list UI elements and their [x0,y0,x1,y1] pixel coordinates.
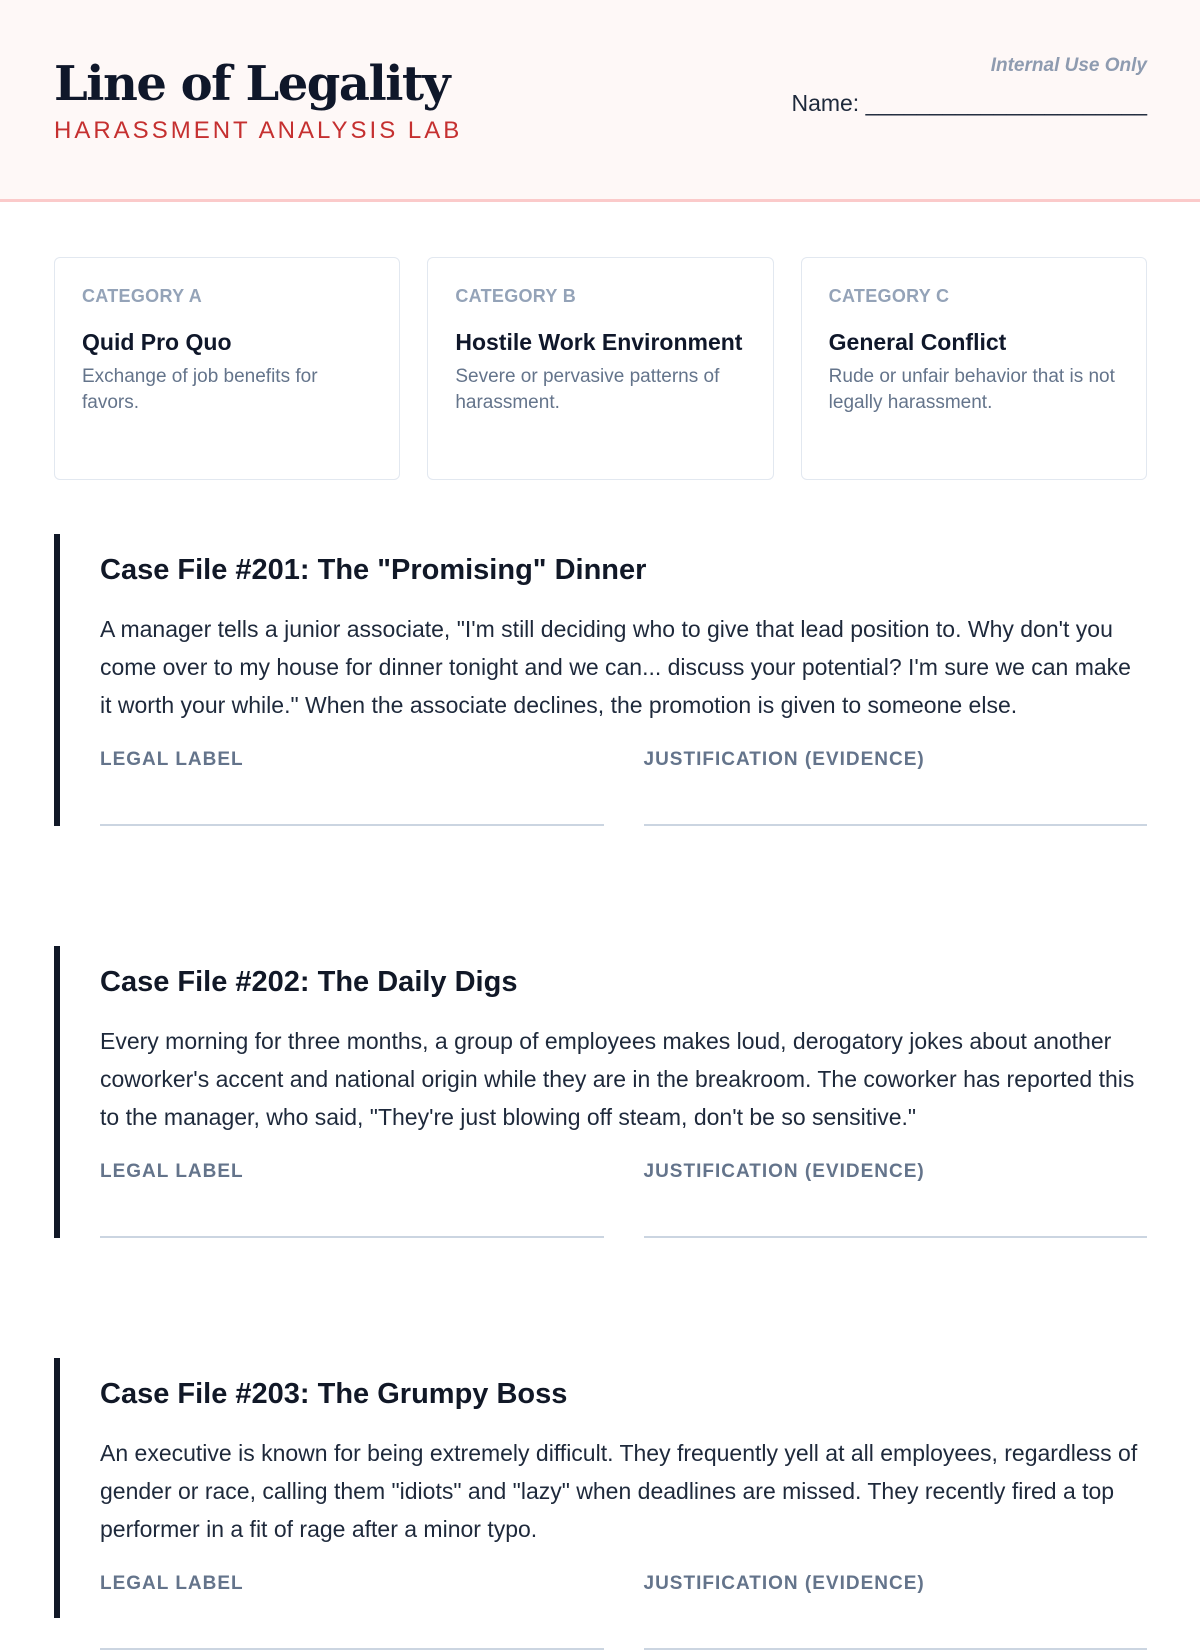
justification-answer-line[interactable] [644,1183,1148,1238]
case-file-201 [54,534,1147,826]
legal-label-field[interactable] [100,1161,604,1238]
name-field[interactable]: Name: ______________________ [791,90,1147,116]
justification-heading: JUSTIFICATION (EVIDENCE) [643,749,925,770]
justification-answer-line[interactable] [644,771,1148,826]
legal-label-field[interactable] [100,749,604,826]
answer-fields [100,1161,1147,1238]
page-subtitle: HARASSMENT ANALYSIS LAB [54,117,463,144]
internal-use-note: Internal Use Only [990,55,1147,76]
case-description: An executive is known for being extremely difficult. They frequently yell at all employees, regardless of gender or race, calling them "idiots" and "lazy" when deadlines are missed. They recently fired a top performer in a fit of rage after a minor typo. [100,1440,1138,1542]
category-title: Hostile Work Environment [455,329,743,355]
case-title: Case File #202: The Daily Digs [100,966,518,998]
legal-label-field[interactable] [100,1573,604,1650]
category-card-a [54,257,400,480]
page-title: Line of Legality [54,56,449,112]
case-title: Case File #203: The Grumpy Boss [100,1378,568,1410]
case-file-203 [54,1358,1147,1618]
category-title: Quid Pro Quo [82,329,232,355]
justification-heading: JUSTIFICATION (EVIDENCE) [643,1573,925,1594]
legal-label-answer-line[interactable] [100,771,604,826]
legal-label-answer-line[interactable] [100,1595,604,1650]
category-label: CATEGORY B [455,286,577,306]
legal-label-heading: LEGAL LABEL [100,1573,244,1594]
justification-field[interactable] [644,1573,1148,1650]
category-label: CATEGORY C [828,286,950,306]
legal-label-answer-line[interactable] [100,1183,604,1238]
category-description: Rude or unfair behavior that is not legally harassment. [828,366,1115,413]
category-description: Exchange of job benefits for favors. [82,366,318,413]
justification-field[interactable] [644,749,1148,826]
justification-heading: JUSTIFICATION (EVIDENCE) [643,1161,925,1182]
category-label: CATEGORY A [82,286,203,306]
justification-field[interactable] [644,1161,1148,1238]
case-description: Every morning for three months, a group of employees makes loud, derogatory jokes about another coworker's accent and national origin while they are in the breakroom. The coworker has reported this to the manager, who said, "They're just blowing off steam, don't be so sensitive." [100,1028,1135,1130]
answer-fields [100,1573,1147,1650]
legal-label-heading: LEGAL LABEL [100,749,244,770]
category-card-c [801,257,1147,480]
case-file-202 [54,946,1147,1238]
category-card-b [427,257,773,480]
answer-fields [100,749,1147,826]
legal-label-heading: LEGAL LABEL [100,1161,244,1182]
justification-answer-line[interactable] [644,1595,1148,1650]
case-description: A manager tells a junior associate, "I'm still deciding who to give that lead position to. Why don't you come over to my house for dinner tonight and we can... discuss your potential? I'm sure we can make it worth your while." When the associate declines, the promotion is given to someone else. [100,616,1131,718]
page-header [0,0,1200,202]
category-title: General Conflict [828,329,1007,355]
category-description: Severe or pervasive patterns of harassment. [455,366,720,413]
category-cards [54,257,1147,480]
case-title: Case File #201: The "Promising" Dinner [100,554,647,586]
